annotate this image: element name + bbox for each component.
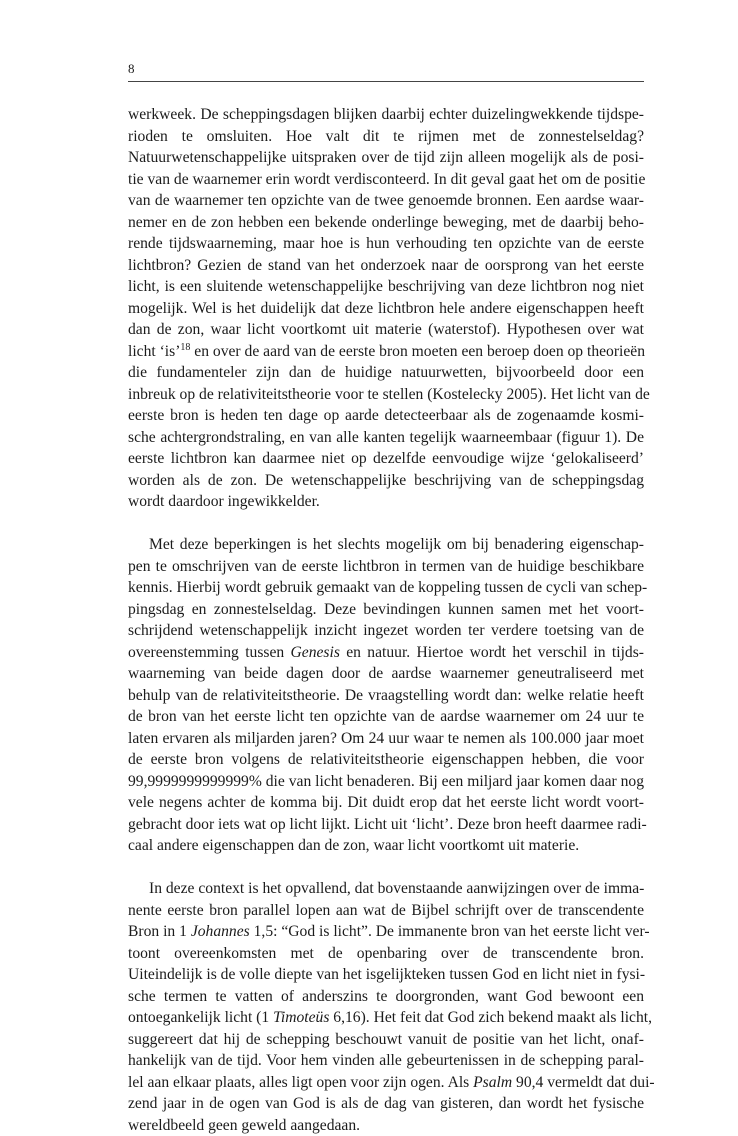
- italic-title: Timoteüs: [273, 1009, 329, 1026]
- text-line: nemer en de zon hebben een bekende onderlinge beweging, met de daarbij beho-: [128, 212, 644, 234]
- text-line: 99,9999999999999% die van licht benaderen. Bij een miljard jaar komen daar nog: [128, 771, 644, 793]
- text-line: waarneming van beide dagen door de aardse waarnemer geneutraliseerd met: [128, 663, 644, 685]
- text-line: eerste lichtbron kan daarmee niet op dezelfde eenvoudige wijze ‘gelokaliseerd’: [128, 448, 644, 470]
- text-line: zend jaar in de ogen van God is als de dag van gisteren, dan wordt het fysische: [128, 1093, 644, 1115]
- text-line: [128, 1072, 644, 1094]
- text-line: gebracht door iets wat op licht lijkt. Licht uit ‘licht’. Deze bron heeft daarmee radi-: [128, 814, 644, 836]
- text-segment: en natuur. Hiertoe wordt het verschil in tijds-: [340, 644, 644, 661]
- text-line: schrijdend wetenschappelijk inzicht ingezet worden ter verdere toetsing van de: [128, 620, 644, 642]
- text-line: kennis. Hierbij wordt gebruik gemaakt van de koppeling tussen de cycli van schep-: [128, 577, 644, 599]
- text-line: de bron van het eerste licht ten opzichte van de aardse waarnemer om 24 uur te: [128, 706, 644, 728]
- text-line: pingsdag en zonnestelseldag. Deze bevindingen kunnen samen met het voort-: [128, 599, 644, 621]
- text-line: laten ervaren als miljarden jaren? Om 24 uur waar te nemen als 100.000 jaar moet: [128, 728, 644, 750]
- text-line: Met deze beperkingen is het slechts mogelijk om bij benadering eigenschap-: [128, 534, 644, 556]
- body-text: [128, 104, 644, 1136]
- text-line: lichtbron? Gezien de stand van het onderzoek naar de oorsprong van het eerste: [128, 255, 644, 277]
- text-line: caal andere eigenschappen dan de zon, waar licht voortkomt uit materie.: [128, 835, 644, 857]
- text-line: worden als de zon. De wetenschappelijke beschrijving van de scheppingsdag: [128, 470, 644, 492]
- text-line: wordt daardoor ingewikkelder.: [128, 491, 644, 513]
- paragraph-2: [128, 534, 644, 857]
- text-segment: lel aan elkaar plaats, alles ligt open voor zijn ogen. Als: [128, 1074, 473, 1091]
- text-segment: 1,5: “God is licht”. De immanente bron van het eerste licht ver-: [250, 923, 650, 940]
- text-line: Uiteindelijk is de volle diepte van het isgelijkteken tussen God en licht niet in fysi-: [128, 964, 644, 986]
- text-line: suggereert dat hij de schepping beschouwt vanuit de positie van het licht, onaf-: [128, 1029, 644, 1051]
- text-line: [128, 341, 644, 363]
- paragraph-gap: [128, 513, 644, 535]
- text-segment: en over de aard van de eerste bron moeten een beroep doen op theorieën: [190, 343, 645, 360]
- text-line: werkweek. De scheppingsdagen blijken daarbij echter duizelingwekkende tijdspe-: [128, 104, 644, 126]
- page-number: 8: [128, 61, 135, 77]
- text-line: rende tijdswaarneming, maar hoe is hun verhouding ten opzichte van de eerste: [128, 233, 644, 255]
- italic-title: Johannes: [191, 923, 250, 940]
- text-line: inbreuk op de relativiteitstheorie voor te stellen (Kostelecky 2005). Het licht van de: [128, 384, 644, 406]
- text-line: Natuurwetenschappelijke uitspraken over de tijd zijn alleen mogelijk als de posi-: [128, 147, 644, 169]
- text-segment: overeenstemming tussen: [128, 644, 291, 661]
- header-rule: [128, 81, 644, 82]
- text-line: die fundamenteler zijn dan de huidige natuurwetten, bijvoorbeeld door een: [128, 362, 644, 384]
- text-line: In deze context is het opvallend, dat bovenstaande aanwijzingen over de imma-: [128, 878, 644, 900]
- footnote-marker: 18: [180, 342, 190, 353]
- italic-title: Psalm: [473, 1074, 512, 1091]
- paragraph-1: [128, 104, 644, 513]
- text-segment: 6,16). Het feit dat God zich bekend maakt als licht,: [329, 1009, 652, 1026]
- text-line: de eerste bron volgens de relativiteitstheorie eigenschappen hebben, die voor: [128, 749, 644, 771]
- text-segment: 90,4 vermeldt dat dui-: [512, 1074, 654, 1091]
- text-line: dan de zon, waar licht voortkomt uit materie (waterstof). Hypothesen over wat: [128, 319, 644, 341]
- italic-title: Genesis: [291, 644, 340, 661]
- text-line: [128, 1007, 644, 1029]
- text-segment: licht ‘is’: [128, 343, 180, 360]
- text-line: [128, 921, 644, 943]
- text-line: sche termen te vatten of anderszins te doorgronden, want God bewoont een: [128, 986, 644, 1008]
- text-line: wereldbeeld geen geweld aangedaan.: [128, 1115, 644, 1136]
- text-line: [128, 642, 644, 664]
- text-line: toont overeenkomsten met de openbaring over de transcendente bron.: [128, 943, 644, 965]
- text-line: nente eerste bron parallel lopen aan wat de Bijbel schrijft over de transcendente: [128, 900, 644, 922]
- text-line: tie van de waarnemer erin wordt verdisconteerd. In dit geval gaat het om de positie: [128, 169, 644, 191]
- text-line: behulp van de relativiteitstheorie. De vraagstelling wordt dan: welke relatie heeft: [128, 685, 644, 707]
- text-line: van de waarnemer ten opzichte van de twee genoemde bronnen. Een aardse waar-: [128, 190, 644, 212]
- text-line: rioden te omsluiten. Hoe valt dit te rijmen met de zonnestelseldag?: [128, 126, 644, 148]
- text-line: eerste bron is heden ten dage op aarde detecteerbaar als de zogenaamde kosmi-: [128, 405, 644, 427]
- text-line: vele negens achter de komma bij. Dit duidt erop dat het eerste licht wordt voort-: [128, 792, 644, 814]
- text-line: hankelijk van de tijd. Voor hem vinden alle gebeurtenissen in de schepping paral-: [128, 1050, 644, 1072]
- text-line: mogelijk. Wel is het duidelijk dat deze lichtbron hele andere eigenschappen heeft: [128, 298, 644, 320]
- paragraph-3: [128, 878, 644, 1136]
- paragraph-gap: [128, 857, 644, 879]
- text-line: sche achtergrondstraling, en van alle kanten tegelijk waarneembaar (figuur 1). De: [128, 427, 644, 449]
- text-line: licht, is een sluitende wetenschappelijke beschrijving van deze lichtbron nog niet: [128, 276, 644, 298]
- text-line: pen te omschrijven van de eerste lichtbron in termen van de huidige beschikbare: [128, 556, 644, 578]
- text-segment: Bron in 1: [128, 923, 191, 940]
- text-segment: ontoegankelijk licht (1: [128, 1009, 273, 1026]
